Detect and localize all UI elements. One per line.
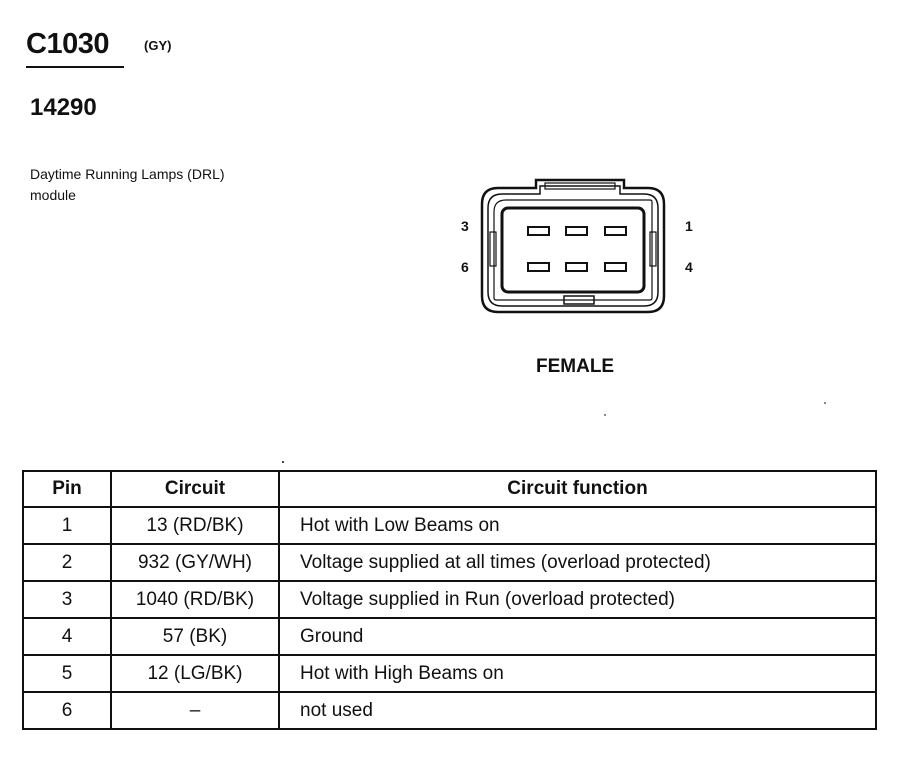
pin-cavities (528, 227, 626, 271)
circuit-function-cell: Hot with High Beams on (279, 655, 876, 692)
pin-3-cavity (528, 227, 549, 235)
pin-cell: 1 (23, 507, 111, 544)
pin-label-4: 4 (685, 259, 693, 275)
pin-2-cavity (566, 227, 587, 235)
circuit-cell: 1040 (RD/BK) (111, 581, 279, 618)
circuit-cell: 932 (GY/WH) (111, 544, 279, 581)
scan-speck (604, 414, 606, 416)
circuit-function-cell: Hot with Low Beams on (279, 507, 876, 544)
circuit-cell: 57 (BK) (111, 618, 279, 655)
pin-label-1: 1 (685, 218, 693, 234)
pin-6-cavity (528, 263, 549, 271)
table-row (23, 618, 876, 655)
description-line-1: Daytime Running Lamps (DRL) (30, 166, 225, 182)
scan-speck (282, 461, 284, 463)
table-row (23, 581, 876, 618)
table-row (23, 544, 876, 581)
pin-5-cavity (566, 263, 587, 271)
table-row (23, 655, 876, 692)
table-row (23, 692, 876, 729)
column-header-circuit: Circuit (111, 471, 279, 507)
connector-color: (GY) (144, 38, 172, 53)
connector-housing-outline (482, 180, 664, 312)
column-header-pin: Pin (23, 471, 111, 507)
pin-label-6: 6 (461, 259, 469, 275)
circuit-cell: 13 (RD/BK) (111, 507, 279, 544)
pin-cell: 3 (23, 581, 111, 618)
table-header-row (23, 471, 876, 507)
circuit-function-cell: Voltage supplied in Run (overload protected) (279, 581, 876, 618)
pinout-table (22, 470, 877, 730)
pin-label-3: 3 (461, 218, 469, 234)
scan-speck (824, 402, 826, 404)
description-line-2: module (30, 187, 76, 203)
connector-face-diagram (440, 170, 720, 330)
part-number: 14290 (30, 94, 97, 121)
pin-4-cavity (605, 263, 626, 271)
circuit-function-cell: Voltage supplied at all times (overload protected) (279, 544, 876, 581)
pin-cell: 5 (23, 655, 111, 692)
connector-gender-label: FEMALE (536, 356, 615, 377)
component-description (30, 164, 290, 206)
pin-cell: 6 (23, 692, 111, 729)
pin-cell: 4 (23, 618, 111, 655)
column-header-circuit-function: Circuit function (279, 471, 876, 507)
pin-cell: 2 (23, 544, 111, 581)
circuit-cell: – (111, 692, 279, 729)
pin-1-cavity (605, 227, 626, 235)
circuit-function-cell: Ground (279, 618, 876, 655)
circuit-function-cell: not used (279, 692, 876, 729)
table-row (23, 507, 876, 544)
connector-id-underline (26, 66, 124, 68)
circuit-cell: 12 (LG/BK) (111, 655, 279, 692)
connector-id: C1030 (26, 28, 109, 60)
